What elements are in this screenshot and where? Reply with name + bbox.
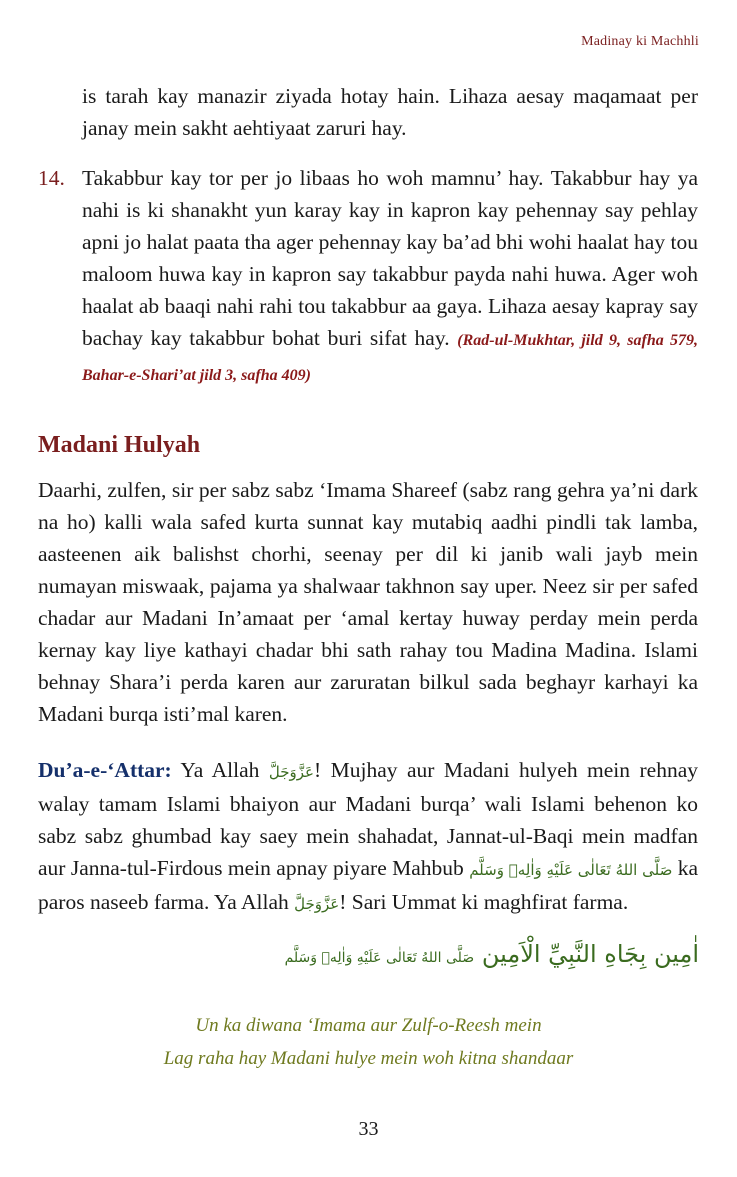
ameen-salawat: صَلَّى اللهُ تَعَالٰى عَلَيْهِ وَاٰلِهٖ وَسَلَّم [284,950,475,966]
continuation-paragraph: is tarah kay manazir ziyada hotay hain. Lihaza aesay maqamaat per janay mein sakht aehtiyaat zaruri hay. [82,84,698,140]
azza-wajal-glyph: عَزَّوَجَلَّ [268,763,314,781]
list-item-body: Takabbur kay tor per jo libaas ho woh mamnu’ hay. Takabbur hay ya nahi is ki shanakht yun karay kay in kapron kay pehennay say pehlay apni jo halat paata tha ager pehennay kay ba’ad bhi wohi haalat hay tou maloom huwa kay in kapron say takabbur payda nahi huwa. Ager woh haalat ab baaqi nahi rahi tou takabbur aa gaya. Lihaza aesay kapray say bachay kay takabbur bohat buri sifat hay. [82,166,698,350]
section-heading: Madani Hulyah [38,432,201,458]
azza-wajal-glyph: عَزَّوَجَلَّ [294,895,340,913]
running-head-title: Madinay ki Machhli [581,34,699,49]
ameen-calligraphy [285,940,699,968]
dua-paragraph [38,754,698,920]
ameen-main: اٰمِين بِجَاهِ النَّبِيِّ الْاَمِين [481,940,699,968]
dua-text-2: ! Mujhay aur Madani hulyeh mein rehnay walay tamam Islami bhaiyon aur Madani burqa’ wali Islami behenon ko sabz sabz ghumbad kay saey mein shahadat, Jannat-ul-Baqi mein madfan aur Janna-tul-Firdous mein apnay piyare Mahbub [38,758,699,880]
dua-text-4: ! Sari Ummat ki maghfirat farma. [339,890,629,914]
section-body-paragraph: Daarhi, zulfen, sir per sabz sabz ‘Imama Shareef (sabz rang gehra ya’ni dark na ho) kalli wala safed kurta sunnat kay mutabiq aadhi pindli tak lamba, aasteenen aik balishst chorhi, seenay per dil ki janib wali jayb mein numayan miswaak, pajama ya shalwaar takhnon say uper. Neez sir per safed chadar aur Madani In’amaat per ‘amal kertay huway perday mein perda kernay kay liye kathayi chadar bhi sath rahay tou Madina Madina. Islami behnay Shara’i perda karen aur zaruratan bilkul sada beghayr karhayi ka Madani burqa isti’mal karen. [38,478,698,726]
dua-text-3: ka paros naseeb farma. Ya Allah [38,856,698,914]
reference-citation: (Rad-ul-Mukhtar, jild 9, safha 579, Bahar-e-Shari’at jild 3, safha 409) [82,332,699,384]
salawat-glyph: صَلَّى اللهُ تَعَالٰى عَلَيْهِ وَاٰلِهٖ وَسَلَّم [469,861,673,879]
list-item-number: 14. [38,166,65,190]
dua-text-1: Ya Allah [171,758,269,782]
verse-line-1: Un ka diwana ‘Imama aur Zulf-o-Reesh mein [195,1015,542,1036]
verse-line-2: Lag raha hay Madani hulye mein woh kitna shandaar [163,1048,574,1069]
list-item-text [82,162,698,392]
dua-label: Du’a-e-‘Attar: [38,758,172,782]
page-number: 33 [358,1118,379,1140]
